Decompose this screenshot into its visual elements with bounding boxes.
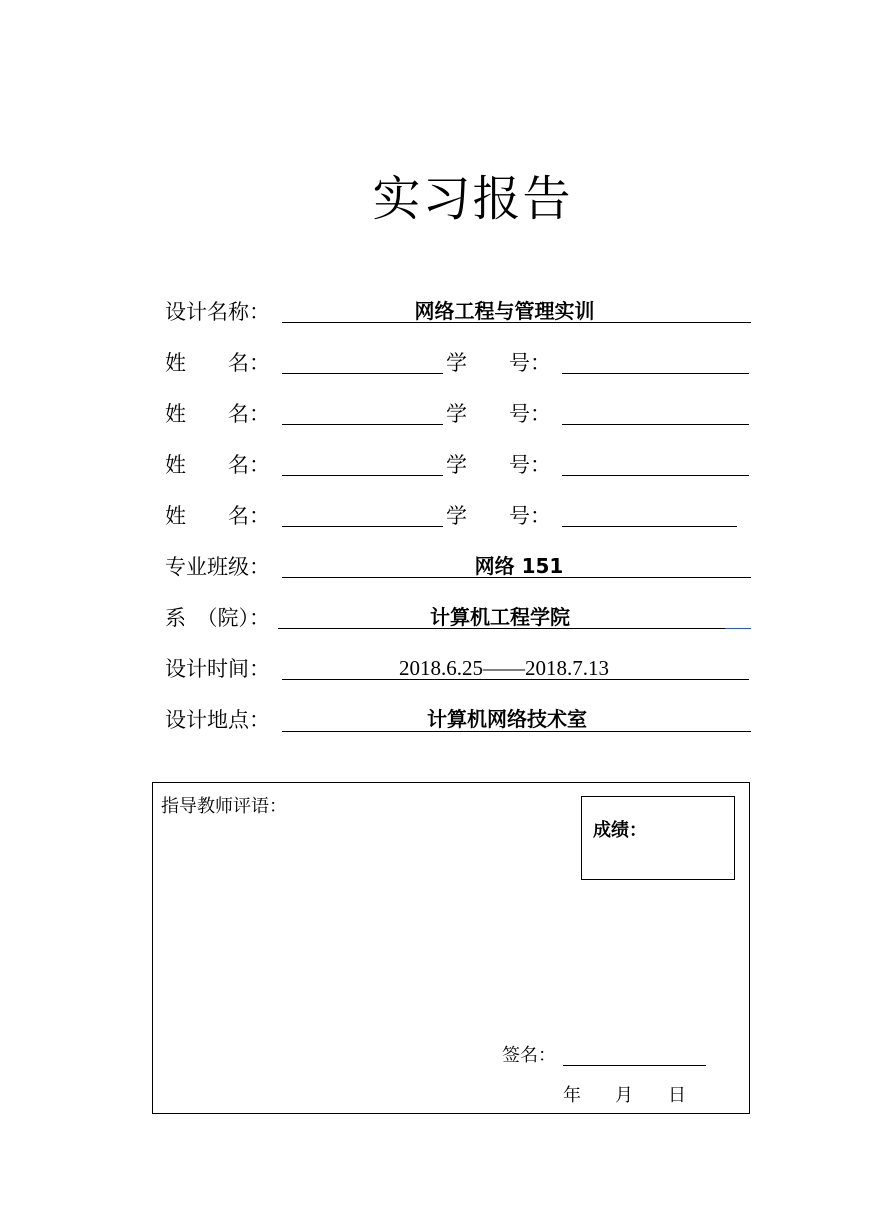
signature-field[interactable] <box>563 1065 706 1066</box>
major-class-label: 专业班级： <box>165 555 270 579</box>
student-id-field[interactable] <box>562 475 749 476</box>
student-id-field[interactable] <box>562 373 749 374</box>
student-id-label: 学 号： <box>446 504 551 528</box>
teacher-comment-label: 指导教师评语： <box>161 796 287 817</box>
student-name-label: 姓 名： <box>165 351 270 375</box>
design-place-underline <box>282 731 751 732</box>
student-name-label: 姓 名： <box>165 402 270 426</box>
department-underline-accent <box>725 628 751 629</box>
student-id-label: 学 号： <box>446 453 551 477</box>
major-class-value[interactable]: 网络 151 <box>474 554 564 578</box>
date-day-label: 日 <box>668 1085 686 1106</box>
student-name-label: 姓 名： <box>165 453 270 477</box>
department-label: 系 （院）： <box>165 606 270 630</box>
report-title: 实习报告 <box>372 171 573 227</box>
design-time-label: 设计时间： <box>165 657 270 681</box>
department-value[interactable]: 计算机工程学院 <box>430 605 570 629</box>
design-time-value[interactable]: 2018.6.25——2018.7.13 <box>399 656 609 680</box>
date-month-label: 月 <box>615 1085 633 1106</box>
signature-label: 签名： <box>502 1045 556 1066</box>
student-name-label: 姓 名： <box>165 504 270 528</box>
student-id-field[interactable] <box>562 424 749 425</box>
design-name-label: 设计名称： <box>165 300 270 324</box>
student-id-label: 学 号： <box>446 402 551 426</box>
student-name-field[interactable] <box>282 526 443 527</box>
grade-label: 成绩： <box>593 820 647 841</box>
design-place-label: 设计地点： <box>165 708 270 732</box>
student-id-label: 学 号： <box>446 351 551 375</box>
student-name-field[interactable] <box>282 424 443 425</box>
student-name-field[interactable] <box>282 475 443 476</box>
date-year-label: 年 <box>563 1085 581 1106</box>
design-place-value[interactable]: 计算机网络技术室 <box>427 707 587 731</box>
student-name-field[interactable] <box>282 373 443 374</box>
design-name-value[interactable]: 网络工程与管理实训 <box>414 299 595 323</box>
student-id-field[interactable] <box>562 526 737 527</box>
